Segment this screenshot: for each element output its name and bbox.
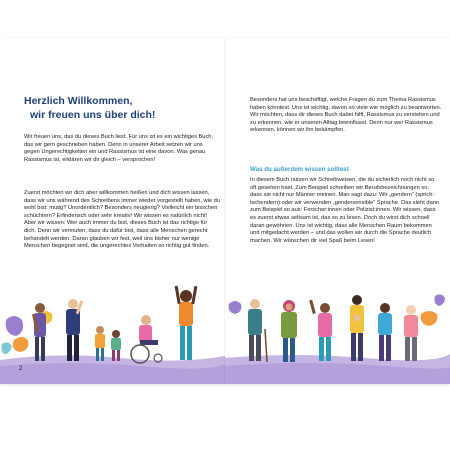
person-figure [281, 300, 297, 362]
gender-language-paragraph: In diesem Buch nutzen wir Schreibweisen, die du sicherlich noch nicht so oft gesehen hast. Zum Beispiel schreiben wir Berufsbezeichnungen so, dass sie nicht nur Männer meinen. Man sagt dazu: Wir „gendern“ (sprich: tschendern) oder wir verwenden „gendersensible“ Sprache. Das sieht dann zum Beispiel so aus: Forscher:innen oder Polizist:innen. Wir wissen, dass es zuerst etwas seltsam ist, das so zu lesen. Doch du wirst dich schnell daran gewöhnen. Uns ist wichtig, dass alle Menschen Raum bekommen und mitgedacht werden – und das wollen wir durch die Sprache deutlich machen. Wir wünschen dir viel Spaß beim Lesen! [250, 177, 440, 244]
person-figure [404, 305, 418, 361]
left-page [0, 38, 225, 384]
child-figure [95, 326, 105, 361]
section-subheading: Was du außerdem wissen solltest [250, 166, 349, 173]
heading-line-2: wir freuen uns über dich! [30, 109, 156, 121]
blue-blob [1, 342, 12, 354]
purple-blob [435, 294, 446, 306]
welcome-paragraph: Zuerst möchten wir dich aber willkommen heißen und dich wissen lassen, dass wir uns während des Schreibens immer wieder vorgestellt haben, wie du wohl bist: mutig? Unordentlich? Besonders neugierig? Vielleicht ein bisschen schüchtern? Erfinderisch oder sehr kreativ! Wir wissen es natürlich nicht! Aber wir wissen: Wer auch immer du bist, dieses Buch ist das richtige für dich. Denn wir vermuten, dass du dafür bist, dass alle Menschen gerecht behandelt werden. Daran glauben wir fest, weil uns bisher nur wenige Menschen begegnet sind, die ungerechtes Verhalten so richtig gut finden. [24, 190, 220, 250]
orange-blob [13, 337, 28, 352]
questions-paragraph: Besonders hat uns beschäftigt, welche Fragen du zum Thema Rassismus haben könntest. Uns ist wichtig, davon so viele wie möglich zu beantworten. Wir möchten, dass dir dieses Buch dabei hilft, Rassismus zu verstehen und zu erkennen, wie er unseren Alltag beeinflusst. Denn nur wer Rassismus erkennen, können wir ihn bekämpfen. [250, 97, 442, 134]
people-illustration-left [0, 274, 225, 384]
person-figure [175, 286, 198, 360]
purple-blob [229, 301, 242, 314]
people-illustration-right [225, 274, 450, 384]
person-figure [309, 300, 332, 361]
book-spread [0, 38, 450, 384]
person-figure [350, 295, 364, 361]
intro-paragraph: Wir freuen uns, das du dieses Buch liest. Für uns ist es ein wichtiges Buch, das wir gern geschrieben haben. Denn in unserer Arbeit setzen wir uns gegen Ungerechtigkeiten ein und Rassismus ist eine davon. Was genau Rassismus ist, erklären wir dir gleich – versprochen! [24, 134, 214, 163]
person-figure [378, 303, 392, 361]
heading-line-1: Herzlich Willkommen, [24, 95, 133, 107]
purple-blob [6, 316, 23, 336]
page-heading [24, 94, 214, 122]
page-number: 2 [19, 366, 23, 372]
right-page [225, 38, 450, 384]
person-figure [248, 299, 267, 362]
child-figure [111, 330, 121, 361]
wheelchair-user-figure [131, 315, 162, 363]
person-figure [66, 299, 83, 361]
orange-blob [421, 311, 438, 326]
